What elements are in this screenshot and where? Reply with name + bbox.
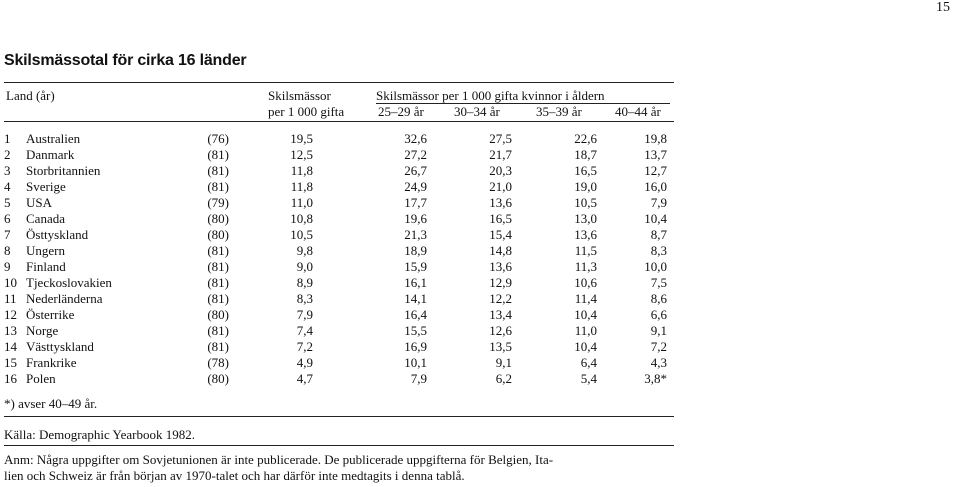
country-name: Australien (26, 131, 81, 146)
age-35-39-value: 10,5 (574, 195, 597, 210)
divorces-per-1000-married: 4,7 (296, 371, 313, 386)
divorces-per-1000-married: 8,3 (296, 291, 313, 306)
row-number: 9 (4, 259, 11, 274)
table-row (4, 163, 667, 179)
header-skilsmassor-line2: per 1 000 gifta (268, 104, 345, 119)
age-30-34-value: 13,5 (489, 339, 512, 354)
country-name: Sverige (26, 179, 66, 194)
country-name: Ungern (26, 243, 65, 258)
age-35-39-value: 11,3 (574, 259, 597, 274)
divorces-per-1000-married: 7,4 (296, 323, 313, 338)
age-30-34-value: 9,1 (495, 355, 512, 370)
age-25-29-value: 16,1 (404, 275, 427, 290)
row-number: 11 (4, 291, 17, 306)
age-25-29-value: 15,9 (404, 259, 427, 274)
row-number: 7 (4, 227, 11, 242)
year-cell: (76) (207, 131, 229, 146)
table-row (4, 147, 667, 163)
age-30-34-value: 21,0 (489, 179, 512, 194)
age-35-39-value: 16,5 (574, 163, 597, 178)
table-row (4, 195, 667, 211)
header-land: Land (år) (6, 88, 55, 103)
header-age-group: Skilsmässor per 1 000 gifta kvinnor i åldern (376, 88, 605, 103)
age-35-39-value: 18,7 (574, 147, 597, 162)
country-name: Västtyskland (26, 339, 94, 354)
age-40-44-value: 9,1 (650, 323, 667, 338)
age-40-44-value: 6,6 (650, 307, 667, 322)
age-35-39-value: 22,6 (574, 131, 597, 146)
year-cell: (81) (207, 291, 229, 306)
source-rule (4, 445, 674, 446)
age-40-44-value: 7,5 (650, 275, 667, 290)
table-row (4, 243, 667, 259)
row-number: 6 (4, 211, 11, 226)
country-name: Norge (26, 323, 59, 338)
age-40-44-value: 13,7 (644, 147, 667, 162)
divorces-per-1000-married: 10,8 (290, 211, 313, 226)
age-25-29-value: 16,9 (404, 339, 427, 354)
age-25-29-value: 15,5 (404, 323, 427, 338)
divorces-per-1000-married: 11,0 (290, 195, 313, 210)
age-30-34-value: 16,5 (489, 211, 512, 226)
table-row (4, 339, 667, 355)
divorces-per-1000-married: 19,5 (290, 131, 313, 146)
row-number: 1 (4, 131, 11, 146)
divorce-table (4, 131, 667, 387)
country-name: Nederländerna (26, 291, 103, 306)
divorces-per-1000-married: 9,0 (296, 259, 313, 274)
table-row (4, 371, 667, 387)
row-number: 10 (4, 275, 17, 290)
age-40-44-value: 8,6 (650, 291, 667, 306)
age-25-29-value: 7,9 (410, 371, 427, 386)
age-25-29-value: 16,4 (404, 307, 427, 322)
year-cell: (79) (207, 195, 229, 210)
divorces-per-1000-married: 11,8 (290, 163, 313, 178)
age-40-44-value: 7,9 (650, 195, 667, 210)
age-25-29-value: 26,7 (404, 163, 427, 178)
table-row (4, 275, 667, 291)
country-name: Frankrike (26, 355, 77, 370)
age-35-39-value: 6,4 (580, 355, 597, 370)
table-row (4, 291, 667, 307)
divorces-per-1000-married: 12,5 (290, 147, 313, 162)
age-30-34-value: 13,6 (489, 195, 512, 210)
table-row (4, 323, 667, 339)
age-30-34-value: 14,8 (489, 243, 512, 258)
row-number: 13 (4, 323, 17, 338)
year-cell: (81) (207, 243, 229, 258)
age-25-29-value: 10,1 (404, 355, 427, 370)
age-30-34-value: 6,2 (495, 371, 512, 386)
country-name: Storbritannien (26, 163, 101, 178)
age-40-44-value: 8,7 (650, 227, 667, 242)
header-age-40-44: 40–44 år (615, 104, 661, 119)
age-25-29-value: 32,6 (404, 131, 427, 146)
header-skilsmassor-line1: Skilsmässor (268, 88, 331, 103)
table-row (4, 259, 667, 275)
age-30-34-value: 12,9 (489, 275, 512, 290)
row-number: 12 (4, 307, 17, 322)
age-30-34-value: 20,3 (489, 163, 512, 178)
row-number: 16 (4, 371, 17, 386)
table-row (4, 211, 667, 227)
age-30-34-value: 21,7 (489, 147, 512, 162)
row-number: 2 (4, 147, 11, 162)
anm-note-line2: lien och Schweiz är från början av 1970-talet och har därför inte medtagits i denna tablå. (4, 468, 465, 483)
source-note: Källa: Demographic Yearbook 1982. (4, 427, 195, 442)
age-35-39-value: 11,4 (574, 291, 597, 306)
age-30-34-value: 12,6 (489, 323, 512, 338)
table-row (4, 179, 667, 195)
year-cell: (81) (207, 323, 229, 338)
year-cell: (81) (207, 259, 229, 274)
age-40-44-value: 19,8 (644, 131, 667, 146)
age-40-44-value: 12,7 (644, 163, 667, 178)
age-40-44-value: 10,0 (644, 259, 667, 274)
row-number: 4 (4, 179, 11, 194)
age-25-29-value: 24,9 (404, 179, 427, 194)
footnote-rule (4, 416, 674, 417)
age-25-29-value: 21,3 (404, 227, 427, 242)
footnote: *) avser 40–49 år. (4, 396, 98, 411)
divorces-per-1000-married: 8,9 (296, 275, 313, 290)
age-30-34-value: 27,5 (489, 131, 512, 146)
age-35-39-value: 13,6 (574, 227, 597, 242)
anm-note-line1: Anm: Några uppgifter om Sovjetunionen är inte publicerade. De publicerade uppgifterna för Belgien, Ita- (4, 452, 554, 467)
row-number: 5 (4, 195, 11, 210)
year-cell: (80) (207, 211, 229, 226)
age-25-29-value: 19,6 (404, 211, 427, 226)
age-40-44-value: 10,4 (644, 211, 667, 226)
year-cell: (81) (207, 163, 229, 178)
year-cell: (81) (207, 147, 229, 162)
age-25-29-value: 17,7 (404, 195, 427, 210)
divorces-per-1000-married: 7,2 (296, 339, 313, 354)
age-35-39-value: 10,4 (574, 307, 597, 322)
year-cell: (81) (207, 339, 229, 354)
age-35-39-value: 11,0 (574, 323, 597, 338)
age-30-34-value: 13,6 (489, 259, 512, 274)
age-30-34-value: 12,2 (489, 291, 512, 306)
table-row (4, 307, 667, 323)
divorces-per-1000-married: 10,5 (290, 227, 313, 242)
divorces-per-1000-married: 4,9 (296, 355, 313, 370)
age-35-39-value: 11,5 (574, 243, 597, 258)
country-name: Östtyskland (26, 227, 89, 242)
row-number: 8 (4, 243, 11, 258)
table-title: Skilsmässotal för cirka 16 länder (4, 52, 247, 69)
page-number: 15 (936, 0, 950, 15)
age-25-29-value: 18,9 (404, 243, 427, 258)
country-name: Tjeckoslovakien (26, 275, 112, 290)
country-name: Österrike (26, 307, 75, 322)
country-name: Finland (26, 259, 66, 274)
country-name: Canada (26, 211, 65, 226)
year-cell: (78) (207, 355, 229, 370)
age-35-39-value: 10,6 (574, 275, 597, 290)
age-35-39-value: 19,0 (574, 179, 597, 194)
age-25-29-value: 14,1 (404, 291, 427, 306)
country-name: Polen (26, 371, 56, 386)
table-row (4, 227, 667, 243)
age-40-44-value: 8,3 (650, 243, 667, 258)
year-cell: (80) (207, 371, 229, 386)
age-35-39-value: 10,4 (574, 339, 597, 354)
age-40-44-value: 16,0 (644, 179, 667, 194)
year-cell: (80) (207, 307, 229, 322)
age-35-39-value: 13,0 (574, 211, 597, 226)
table-row (4, 131, 667, 147)
country-name: Danmark (26, 147, 75, 162)
divorces-per-1000-married: 7,9 (296, 307, 313, 322)
year-cell: (81) (207, 275, 229, 290)
age-30-34-value: 13,4 (489, 307, 512, 322)
country-name: USA (26, 195, 53, 210)
row-number: 14 (4, 339, 17, 354)
age-40-44-value: 3,8* (644, 371, 667, 386)
table-row (4, 355, 667, 371)
row-number: 3 (4, 163, 11, 178)
age-35-39-value: 5,4 (580, 371, 597, 386)
year-cell: (80) (207, 227, 229, 242)
header-bottom-rule (4, 121, 674, 122)
header-age-25-29: 25–29 år (378, 104, 424, 119)
top-rule (4, 82, 674, 83)
row-number: 15 (4, 355, 17, 370)
divorces-per-1000-married: 9,8 (296, 243, 313, 258)
age-25-29-value: 27,2 (404, 147, 427, 162)
age-30-34-value: 15,4 (489, 227, 512, 242)
year-cell: (81) (207, 179, 229, 194)
header-age-35-39: 35–39 år (536, 104, 582, 119)
age-40-44-value: 4,3 (650, 355, 667, 370)
header-age-30-34: 30–34 år (454, 104, 500, 119)
age-40-44-value: 7,2 (650, 339, 667, 354)
divorces-per-1000-married: 11,8 (290, 179, 313, 194)
